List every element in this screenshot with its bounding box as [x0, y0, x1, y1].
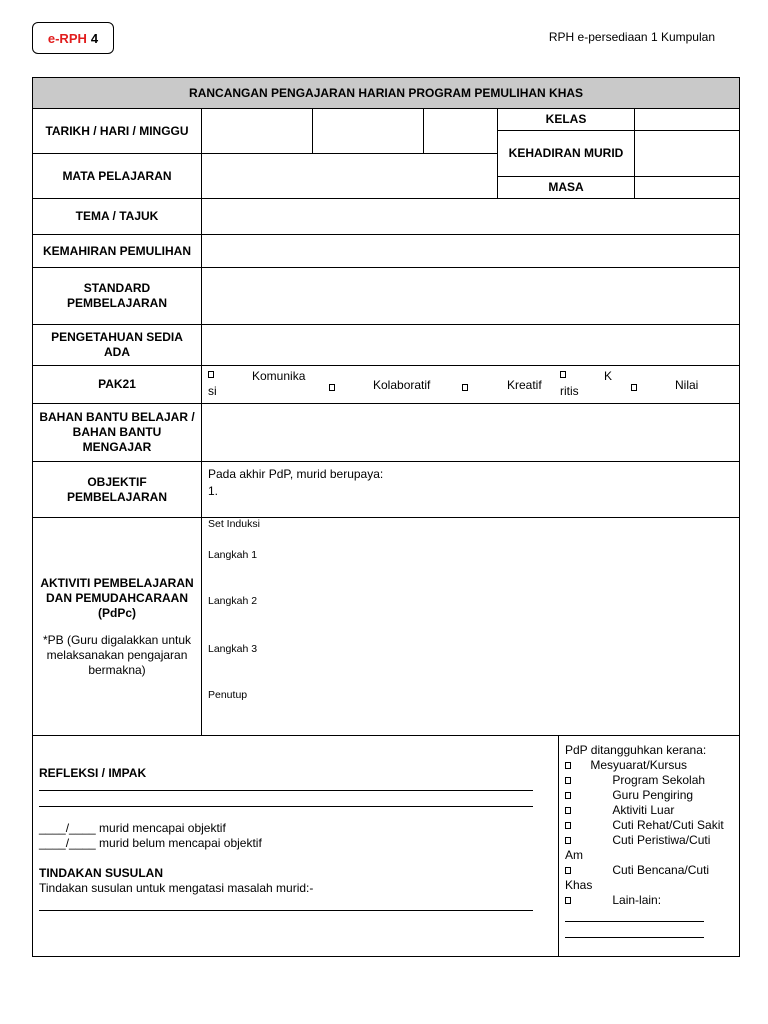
- cuti-bencana-option[interactable]: [565, 863, 709, 877]
- masa-label: MASA: [498, 177, 635, 199]
- cuti-rehat-option[interactable]: [565, 818, 724, 832]
- guru-label: Guru Pengiring: [612, 788, 694, 802]
- komunikasi-label-a: Komunika: [252, 369, 306, 383]
- cuti-peristiwa-option[interactable]: [565, 833, 710, 847]
- cuti-peristiwa-checkbox[interactable]: [565, 837, 571, 844]
- cuti-bencana-checkbox[interactable]: [565, 867, 571, 874]
- nilai-label: Nilai: [675, 378, 699, 392]
- langkah-2-label: Langkah 2: [208, 595, 258, 607]
- kritis-label-b: ritis: [560, 384, 579, 398]
- kehadiran-field[interactable]: [635, 131, 740, 177]
- kreatif-checkbox[interactable]: [462, 384, 468, 391]
- guru-option[interactable]: [565, 788, 693, 802]
- kolaboratif-label: Kolaboratif: [373, 378, 431, 392]
- lain-lain-line-1: [565, 921, 704, 922]
- pdp-ditangguhkan-section: [559, 736, 740, 957]
- langkah-3-label: Langkah 3: [208, 643, 258, 655]
- pengetahuan-field[interactable]: [202, 325, 740, 366]
- nilai-checkbox[interactable]: [631, 384, 637, 391]
- objektif-item-1: 1.: [208, 484, 219, 498]
- kritis-checkbox[interactable]: [560, 371, 566, 378]
- set-induksi-label: Set Induksi: [208, 518, 260, 530]
- mata-pelajaran-field[interactable]: [202, 154, 498, 199]
- rph-form-table: [32, 77, 740, 957]
- document-header: RPH e-persediaan 1 Kumpulan: [548, 30, 715, 44]
- minggu-field[interactable]: [424, 109, 498, 154]
- lain-lain-option[interactable]: [565, 893, 661, 907]
- mesyuarat-checkbox[interactable]: [565, 762, 571, 769]
- standard-field[interactable]: [202, 268, 740, 325]
- standard-label: STANDARD PEMBELAJARAN: [33, 268, 202, 325]
- komunikasi-checkbox[interactable]: [208, 371, 214, 378]
- murid-mencapai-text: ____/____ murid mencapai objektif: [39, 821, 226, 835]
- tarikh-label: TARIKH / HARI / MINGGU: [33, 109, 202, 154]
- refleksi-line-2: [39, 806, 533, 807]
- logo-number: 4: [90, 30, 99, 46]
- aktiviti-field[interactable]: [202, 518, 740, 736]
- pengetahuan-label: PENGETAHUAN SEDIA ADA: [33, 325, 202, 366]
- hari-field[interactable]: [313, 109, 424, 154]
- tema-label: TEMA / TAJUK: [33, 199, 202, 235]
- objektif-field[interactable]: [202, 462, 740, 518]
- cuti-rehat-checkbox[interactable]: [565, 822, 571, 829]
- program-label: Program Sekolah: [612, 773, 706, 787]
- masa-field[interactable]: [635, 177, 740, 199]
- lain-lain-line-2: [565, 937, 704, 938]
- aktiviti-label-cell: [33, 518, 202, 736]
- kolaboratif-checkbox[interactable]: [329, 384, 335, 391]
- lain-lain-label: Lain-lain:: [612, 893, 662, 907]
- aktiviti-luar-checkbox[interactable]: [565, 807, 571, 814]
- aktiviti-luar-option[interactable]: [565, 803, 674, 817]
- komunikasi-label-b: si: [208, 384, 217, 398]
- tarikh-field[interactable]: [202, 109, 313, 154]
- murid-belum-mencapai-text: ____/____ murid belum mencapai objektif: [39, 836, 262, 850]
- kreatif-label: Kreatif: [507, 378, 542, 392]
- tindakan-susulan-text: Tindakan susulan untuk mengatasi masalah murid:-: [39, 881, 314, 895]
- objektif-label: OBJEKTIF PEMBELAJARAN: [33, 462, 202, 518]
- cuti-bencana-label: Cuti Bencana/Cuti: [612, 863, 710, 877]
- penutup-label: Penutup: [208, 689, 248, 701]
- aktiviti-luar-label: Aktiviti Luar: [612, 803, 675, 817]
- pdp-title: PdP ditangguhkan kerana:: [565, 743, 707, 757]
- pak21-label: PAK21: [33, 366, 202, 404]
- bbm-label: BAHAN BANTU BELAJAR / BAHAN BANTU MENGAJAR: [33, 404, 202, 462]
- aktiviti-note: *PB (Guru digalakkan untuk melaksanakan pengajaran bermakna): [42, 632, 192, 677]
- kelas-label: KELAS: [498, 109, 635, 131]
- refleksi-section[interactable]: [33, 736, 559, 957]
- bbm-field[interactable]: [202, 404, 740, 462]
- kehadiran-label: KEHADIRAN MURID: [498, 131, 635, 177]
- program-option[interactable]: [565, 773, 705, 787]
- aktiviti-label: AKTIVITI PEMBELAJARAN DAN PEMUDAHCARAAN (PdPc): [40, 575, 194, 620]
- lain-lain-checkbox[interactable]: [565, 897, 571, 904]
- cuti-rehat-label: Cuti Rehat/Cuti Sakit: [612, 818, 724, 832]
- tema-field[interactable]: [202, 199, 740, 235]
- refleksi-line-1: [39, 790, 533, 791]
- cuti-peristiwa-label: Cuti Peristiwa/Cuti: [612, 833, 711, 847]
- guru-checkbox[interactable]: [565, 792, 571, 799]
- mesyuarat-option[interactable]: [565, 758, 687, 772]
- cuti-peristiwa-label-cont: Am: [565, 848, 583, 862]
- logo-prefix: e-RPH: [47, 30, 87, 46]
- objektif-intro: Pada akhir PdP, murid berupaya:: [208, 467, 384, 481]
- langkah-1-label: Langkah 1: [208, 549, 258, 561]
- program-checkbox[interactable]: [565, 777, 571, 784]
- cuti-bencana-label-cont: Khas: [565, 878, 593, 892]
- erph-logo: [32, 22, 114, 54]
- kritis-label-a: K: [604, 369, 613, 383]
- tindakan-susulan-title: TINDAKAN SUSULAN: [39, 866, 163, 880]
- tindakan-line: [39, 910, 533, 911]
- pak21-options: [202, 366, 740, 404]
- form-title: RANCANGAN PENGAJARAN HARIAN PROGRAM PEMULIHAN KHAS: [33, 78, 740, 109]
- mesyuarat-label: Mesyuarat/Kursus: [590, 758, 688, 772]
- kemahiran-label: KEMAHIRAN PEMULIHAN: [33, 235, 202, 268]
- refleksi-title: REFLEKSI / IMPAK: [39, 766, 147, 780]
- mata-pelajaran-label: MATA PELAJARAN: [33, 154, 202, 199]
- kemahiran-field[interactable]: [202, 235, 740, 268]
- kelas-field[interactable]: [635, 109, 740, 131]
